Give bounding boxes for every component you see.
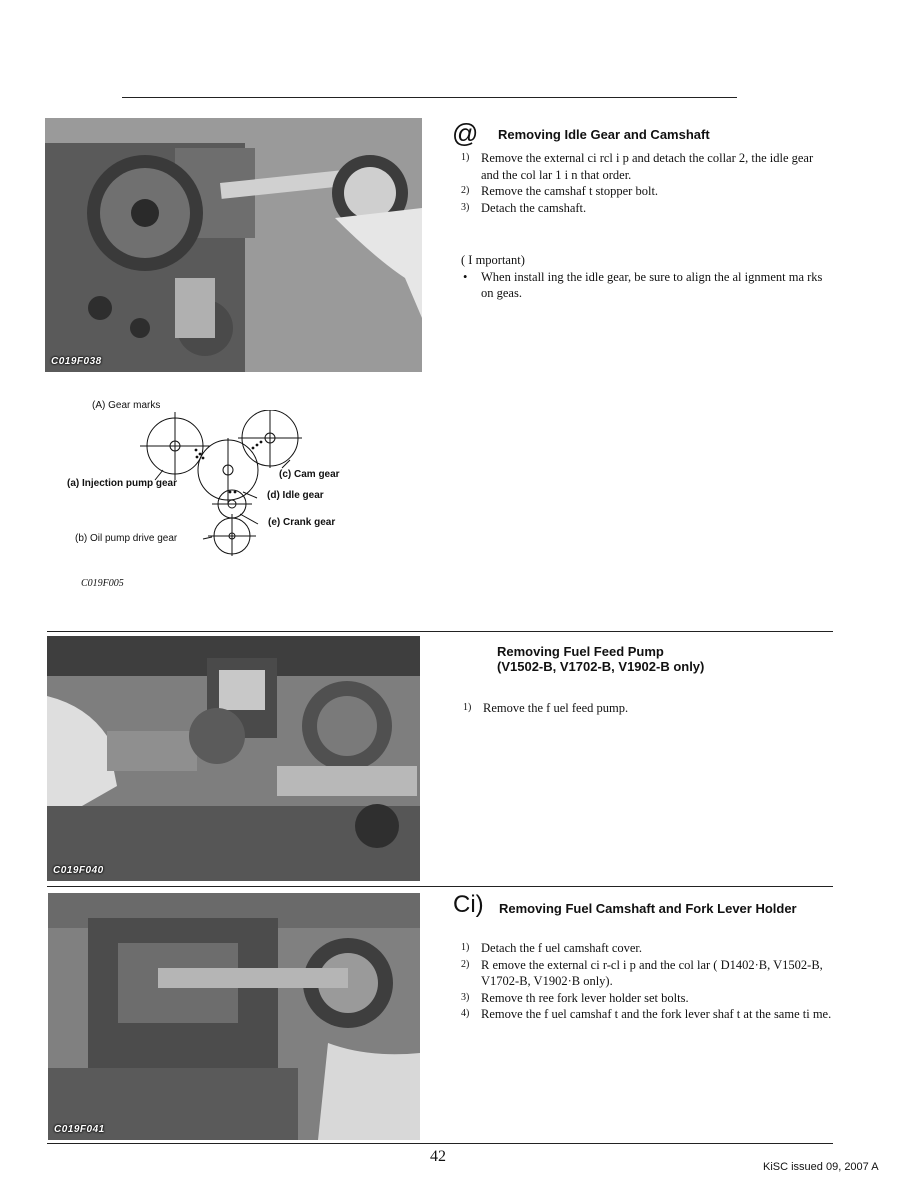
- note-heading: ( I mportant): [461, 253, 525, 267]
- step-item: [461, 957, 833, 990]
- photo-fuel-camshaft-fork-lever-holder: [48, 893, 420, 1140]
- label-idle-gear: (d) Idle gear: [267, 490, 324, 501]
- photo-code-label: C019F041: [54, 1124, 105, 1135]
- page-number: 42: [430, 1148, 446, 1165]
- label-crank-gear: (e) Crank gear: [268, 517, 336, 528]
- step-number: 4): [461, 1008, 470, 1019]
- label-injection-pump-gear: (a) Injection pump gear: [67, 478, 178, 489]
- bullet-icon: •: [463, 269, 468, 284]
- step-text: Remove the external ci rcl i p and detach the collar 2, the idle gear and the col lar 1 i n that order.: [481, 151, 814, 182]
- step-number: 2): [461, 185, 470, 196]
- figure-code: C019F005: [81, 578, 124, 589]
- section-title: [498, 127, 710, 142]
- steps-list: [461, 150, 833, 216]
- step-item: [461, 183, 833, 200]
- step-number: 3): [461, 201, 470, 213]
- step-text: Remove the f uel camshaf t and the fork lever shaf t at the same ti me.: [481, 1007, 832, 1021]
- step-text: Detach the f uel camshaft cover.: [481, 941, 643, 955]
- section-title: [497, 644, 704, 674]
- photo-code-label: C019F040: [53, 865, 104, 876]
- section-title: [499, 901, 797, 916]
- photo-idle-gear-camshaft: [45, 118, 422, 372]
- section-marker: Ci): [453, 891, 484, 918]
- title-line: Removing Fuel Camshaft and Fork Lever Holder: [499, 901, 797, 916]
- section-divider-2: [47, 886, 833, 887]
- step-text: Remove the camshaf t stopper bolt.: [481, 184, 659, 198]
- gear-marks-diagram: [60, 396, 360, 596]
- label-oil-pump-drive-gear: (b) Oil pump drive gear: [75, 533, 178, 544]
- step-number: 1): [461, 152, 470, 163]
- top-rule: [122, 97, 737, 98]
- step-item: [461, 940, 833, 957]
- diagram-caption: (A) Gear marks: [92, 400, 161, 411]
- step-number: 1): [463, 702, 472, 713]
- step-number: 3): [461, 991, 470, 1003]
- step-number: 2): [461, 958, 470, 970]
- important-note: [461, 252, 833, 302]
- title-line: Removing Fuel Feed Pump: [497, 644, 664, 659]
- step-item: [461, 990, 833, 1007]
- title-line: (V1502-B, V1702-B, V1902-B only): [497, 659, 705, 674]
- section-divider-1: [47, 631, 833, 632]
- title-line: Removing Idle Gear and Camshaft: [498, 127, 710, 142]
- steps-list: [463, 700, 833, 717]
- step-text: Remove th ree fork lever holder set bolts.: [481, 990, 689, 1005]
- photo-code-label: C019F038: [51, 356, 102, 367]
- photo-fuel-feed-pump: [47, 636, 420, 881]
- footer-issue-note: KiSC issued 09, 2007 A: [763, 1161, 879, 1173]
- step-item: [463, 700, 833, 717]
- note-text: When install ing the idle gear, be sure to align the al ignment ma rks on geas.: [481, 269, 823, 300]
- step-item: [461, 200, 833, 217]
- steps-list: [461, 940, 833, 1023]
- section-marker: @: [452, 118, 479, 148]
- step-number: 1): [461, 942, 470, 953]
- step-text: Detach the camshaft.: [481, 200, 587, 215]
- note-body: [461, 269, 833, 302]
- label-cam-gear: (c) Cam gear: [279, 469, 340, 480]
- step-item: [461, 1006, 833, 1023]
- step-item: [461, 150, 833, 183]
- step-text: Remove the f uel feed pump.: [483, 701, 629, 715]
- step-text: R emove the external ci r-cl i p and the col lar ( D1402·B, V1502-B, V1702-B, V1902·B only).: [481, 957, 823, 988]
- bottom-rule: [47, 1143, 833, 1144]
